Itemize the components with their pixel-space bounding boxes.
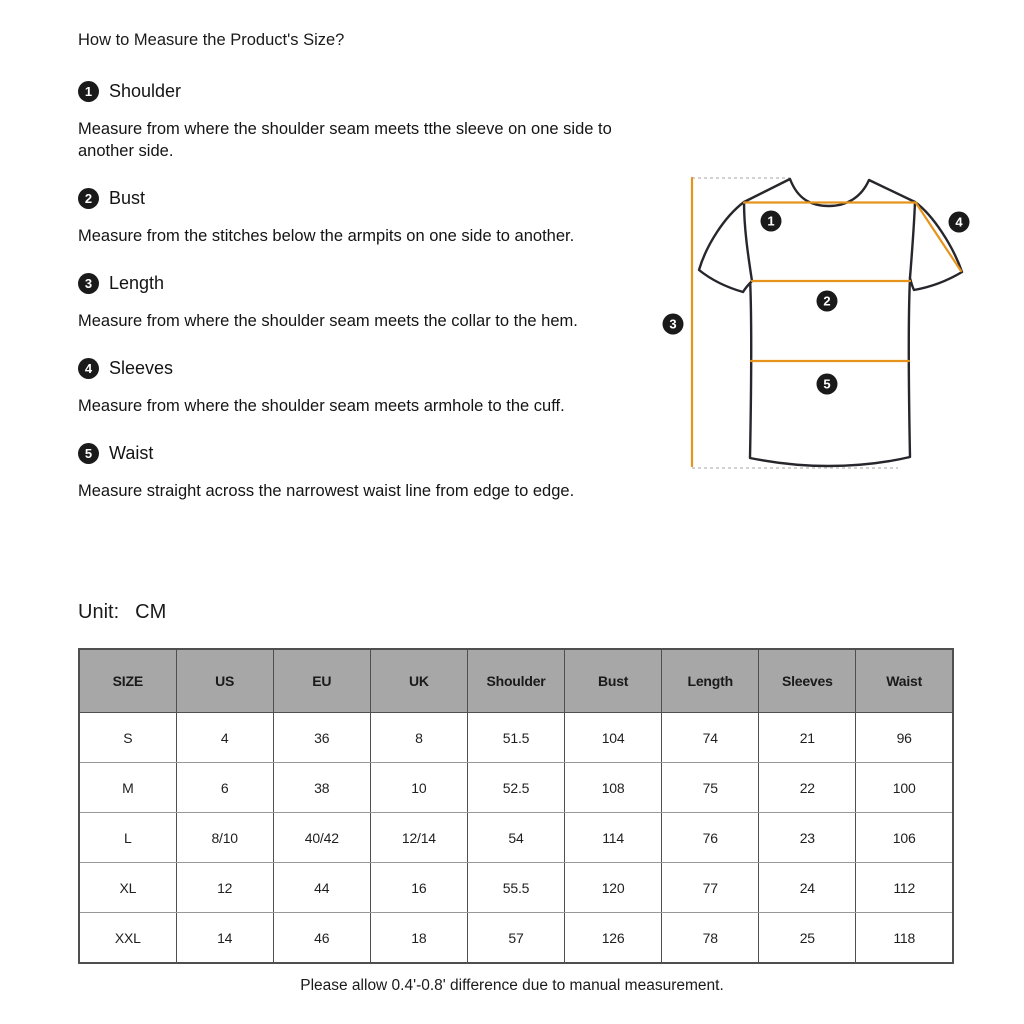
table-cell: 4	[176, 713, 273, 763]
marker-number-3: 3	[669, 316, 677, 332]
table-cell: 12	[176, 863, 273, 913]
tshirt-measurement-diagram	[640, 160, 1000, 490]
table-row-m	[79, 763, 953, 813]
table-cell: 120	[565, 863, 662, 913]
table-cell: 78	[662, 913, 759, 964]
instruction-item-waist	[78, 442, 612, 502]
table-row-l	[79, 813, 953, 863]
table-cell: M	[79, 763, 176, 813]
marker-length	[663, 314, 684, 335]
table-cell: 36	[273, 713, 370, 763]
table-cell: 12/14	[370, 813, 467, 863]
instruction-description: Measure from where the shoulder seam meets the collar to the hem.	[78, 312, 578, 330]
marker-shoulder	[761, 211, 782, 232]
table-cell: 21	[759, 713, 856, 763]
table-cell: 126	[565, 913, 662, 964]
table-cell: 57	[467, 913, 564, 964]
table-cell: 14	[176, 913, 273, 964]
table-cell: 52.5	[467, 763, 564, 813]
number-badge-5: 5	[78, 443, 99, 464]
table-cell: 106	[856, 813, 953, 863]
tshirt-left-sleeve	[699, 202, 752, 292]
instruction-heading	[78, 357, 612, 379]
marker-sleeves	[949, 212, 970, 233]
table-cell: 6	[176, 763, 273, 813]
table-cell: 8	[370, 713, 467, 763]
marker-number-1: 1	[767, 213, 775, 229]
table-cell: 55.5	[467, 863, 564, 913]
table-cell: 104	[565, 713, 662, 763]
instruction-description: Measure from the stitches below the armpits on one side to another.	[78, 227, 575, 245]
marker-number-4: 4	[955, 214, 963, 230]
number-badge-4: 4	[78, 358, 99, 379]
table-cell: 51.5	[467, 713, 564, 763]
number-badge-1: 1	[78, 81, 99, 102]
number-badge-2: 2	[78, 188, 99, 209]
table-cell: 77	[662, 863, 759, 913]
size-table	[78, 648, 954, 964]
table-cell: 100	[856, 763, 953, 813]
instruction-heading	[78, 187, 612, 209]
unit-value: CM	[135, 601, 167, 623]
col-header-length: Length	[662, 649, 759, 713]
table-cell: 114	[565, 813, 662, 863]
instruction-description: Measure straight across the narrowest waist line from edge to edge.	[78, 482, 575, 500]
table-cell: 44	[273, 863, 370, 913]
instruction-label: Sleeves	[109, 358, 174, 378]
table-cell: 10	[370, 763, 467, 813]
instructions-column	[78, 30, 612, 527]
col-header-uk: UK	[370, 649, 467, 713]
instruction-item-bust	[78, 187, 612, 247]
table-cell: 96	[856, 713, 953, 763]
col-header-sleeves: Sleeves	[759, 649, 856, 713]
col-header-us: US	[176, 649, 273, 713]
number-badge-3: 3	[78, 273, 99, 294]
table-header-row	[79, 649, 953, 713]
marker-number-2: 2	[823, 293, 831, 309]
table-cell: 16	[370, 863, 467, 913]
instruction-label: Waist	[109, 443, 154, 463]
table-cell: 18	[370, 913, 467, 964]
instruction-heading	[78, 272, 612, 294]
table-cell: 75	[662, 763, 759, 813]
instruction-label: Bust	[109, 188, 146, 208]
table-cell: L	[79, 813, 176, 863]
table-cell: 23	[759, 813, 856, 863]
table-cell: 118	[856, 913, 953, 964]
unit-label: Unit:	[78, 601, 120, 623]
table-cell: XL	[79, 863, 176, 913]
instruction-heading	[78, 80, 612, 102]
table-cell: 25	[759, 913, 856, 964]
table-cell: 8/10	[176, 813, 273, 863]
instruction-item-length	[78, 272, 612, 332]
table-cell: XXL	[79, 913, 176, 964]
page-title: How to Measure the Product's Size?	[78, 31, 345, 49]
table-cell: S	[79, 713, 176, 763]
table-cell: 108	[565, 763, 662, 813]
table-cell: 38	[273, 763, 370, 813]
table-cell: 74	[662, 713, 759, 763]
unit-line	[78, 601, 166, 624]
instruction-description: Measure from where the shoulder seam meets tthe sleeve on one side to another side.	[78, 120, 612, 160]
table-cell: 112	[856, 863, 953, 913]
table-row-xl	[79, 863, 953, 913]
table-cell: 46	[273, 913, 370, 964]
instruction-description: Measure from where the shoulder seam meets armhole to the cuff.	[78, 397, 565, 415]
instruction-label: Shoulder	[109, 81, 182, 101]
table-cell: 22	[759, 763, 856, 813]
size-table-head	[79, 649, 953, 713]
col-header-bust: Bust	[565, 649, 662, 713]
instruction-label: Length	[109, 273, 165, 293]
col-header-eu: EU	[273, 649, 370, 713]
marker-bust	[817, 291, 838, 312]
marker-waist	[817, 374, 838, 395]
table-cell: 40/42	[273, 813, 370, 863]
col-header-size: SIZE	[79, 649, 176, 713]
size-table-body	[79, 713, 953, 964]
instruction-item-shoulder	[78, 80, 612, 162]
col-header-waist: Waist	[856, 649, 953, 713]
measurement-note: Please allow 0.4'-0.8' difference due to manual measurement.	[300, 977, 724, 994]
instruction-heading	[78, 442, 612, 464]
table-row-xxl	[79, 913, 953, 964]
col-header-shoulder: Shoulder	[467, 649, 564, 713]
tshirt-diagram-svg	[640, 160, 1000, 490]
table-cell: 24	[759, 863, 856, 913]
marker-number-5: 5	[823, 376, 831, 392]
table-row-s	[79, 713, 953, 763]
table-cell: 76	[662, 813, 759, 863]
table-cell: 54	[467, 813, 564, 863]
instruction-item-sleeves	[78, 357, 612, 417]
